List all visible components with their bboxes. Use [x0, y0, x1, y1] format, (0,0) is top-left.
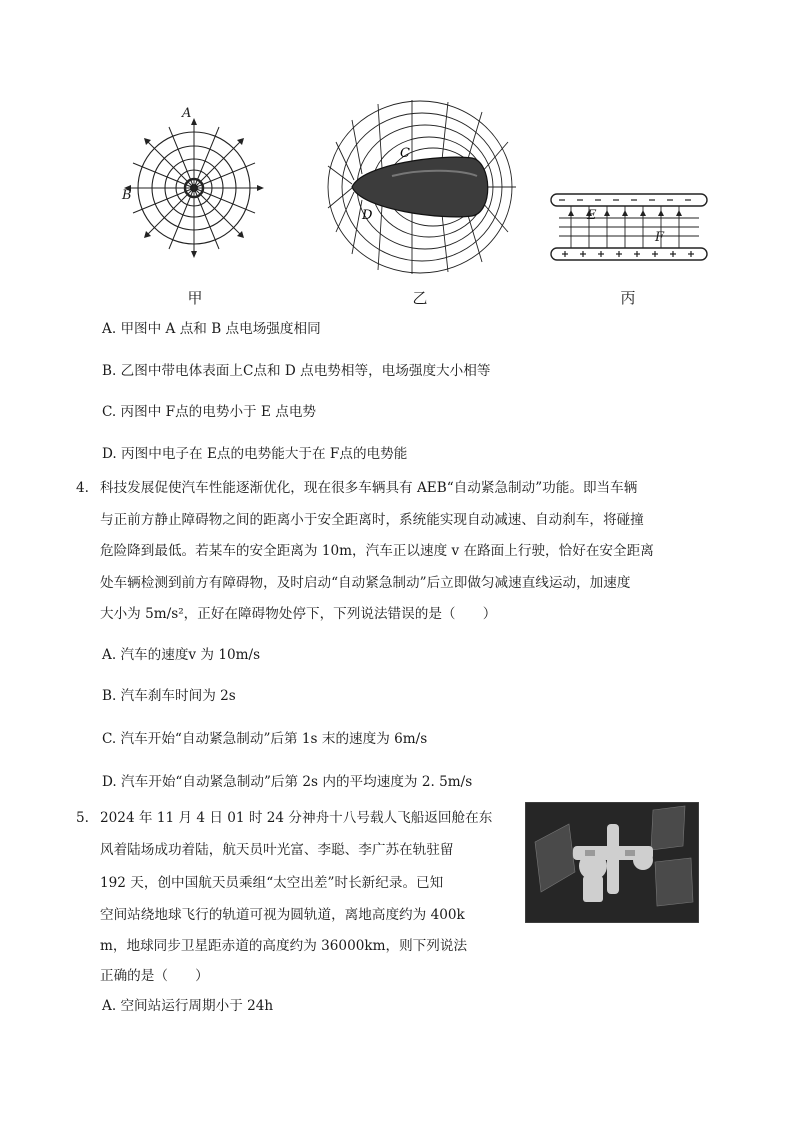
q3-option-b: B. 乙图中带电体表面上C点和 D 点电势相等，电场强度大小相等	[102, 363, 491, 379]
q4-option-c: C. 汽车开始“自动紧急制动”后第 1s 末的速度为 6m/s	[102, 731, 428, 747]
point-e-label: E	[587, 208, 597, 223]
q3-option-d: D. 丙图中电子在 E点的电势能大于在 F点的电势能	[102, 446, 408, 462]
point-b-label: B	[122, 188, 132, 203]
q4-stem-line: 危险降到最低。若某车的安全距离为 10m，汽车正以速度 v 在路面上行驶，恰好在安全距离	[100, 543, 654, 559]
q4-number: 4.	[76, 480, 89, 496]
q4-stem-line: 与正前方静止障碍物之间的距离小于安全距离时，系统能实现自动减速、自动刹车，将碰撞	[100, 512, 644, 528]
space-station-photo	[525, 802, 699, 923]
q4-stem-line: 大小为 5m/s²，正好在障碍物处停下，下列说法错误的是（ ）	[100, 606, 497, 622]
conductor-field-diagram	[322, 96, 518, 278]
q3-option-c: C. 丙图中 F点的电势小于 E 点电势	[102, 404, 317, 420]
caption-yi: 乙	[412, 289, 428, 307]
caption-jia: 甲	[187, 289, 203, 307]
q5-number: 5.	[76, 810, 89, 826]
q4-stem-line: 科技发展促使汽车性能逐渐优化，现在很多车辆具有 AEB“自动紧急制动”功能。即当车辆	[100, 480, 638, 496]
figure-jia	[118, 106, 274, 268]
q5-stem-line: 192 天，创中国航天员乘组“太空出差”时长新纪录。已知	[100, 875, 444, 891]
q5-option-a: A. 空间站运行周期小于 24h	[102, 998, 274, 1014]
point-c-label: C	[400, 146, 410, 161]
point-a-label: A	[182, 106, 192, 121]
q4-option-d: D. 汽车开始“自动紧急制动”后第 2s 内的平均速度为 2. 5m/s	[102, 774, 473, 790]
figure-bing	[549, 190, 709, 266]
q3-option-a: A. 甲图中 A 点和 B 点电场强度相同	[102, 321, 321, 337]
radial-field-diagram	[118, 112, 274, 268]
q5-stem-line: m，地球同步卫星距赤道的高度约为 36000km，则下列说法	[100, 938, 468, 954]
q5-stem-line: 风着陆场成功着陆，航天员叶光富、李聪、李广苏在轨驻留	[100, 842, 454, 858]
q4-option-b: B. 汽车刹车时间为 2s	[102, 688, 236, 704]
q4-option-a: A. 汽车的速度v 为 10m/s	[102, 647, 261, 663]
caption-bing: 丙	[620, 289, 636, 307]
point-d-label: D	[362, 208, 373, 223]
q5-stem-line: 2024 年 11 月 4 日 01 时 24 分神舟十八号载人飞船返回舱在东	[100, 810, 493, 826]
point-f-label: F	[655, 230, 665, 245]
q5-stem-line: 正确的是（ ）	[100, 968, 209, 984]
q4-stem-line: 处车辆检测到前方有障碍物，及时启动“自动紧急制动”后立即做匀减速直线运动，加速度	[100, 575, 631, 591]
parallel-plate-diagram	[549, 190, 709, 266]
figure-yi	[322, 96, 518, 278]
q5-stem-line: 空间站绕地球飞行的轨道可视为圆轨道，离地高度约为 400k	[100, 907, 465, 923]
